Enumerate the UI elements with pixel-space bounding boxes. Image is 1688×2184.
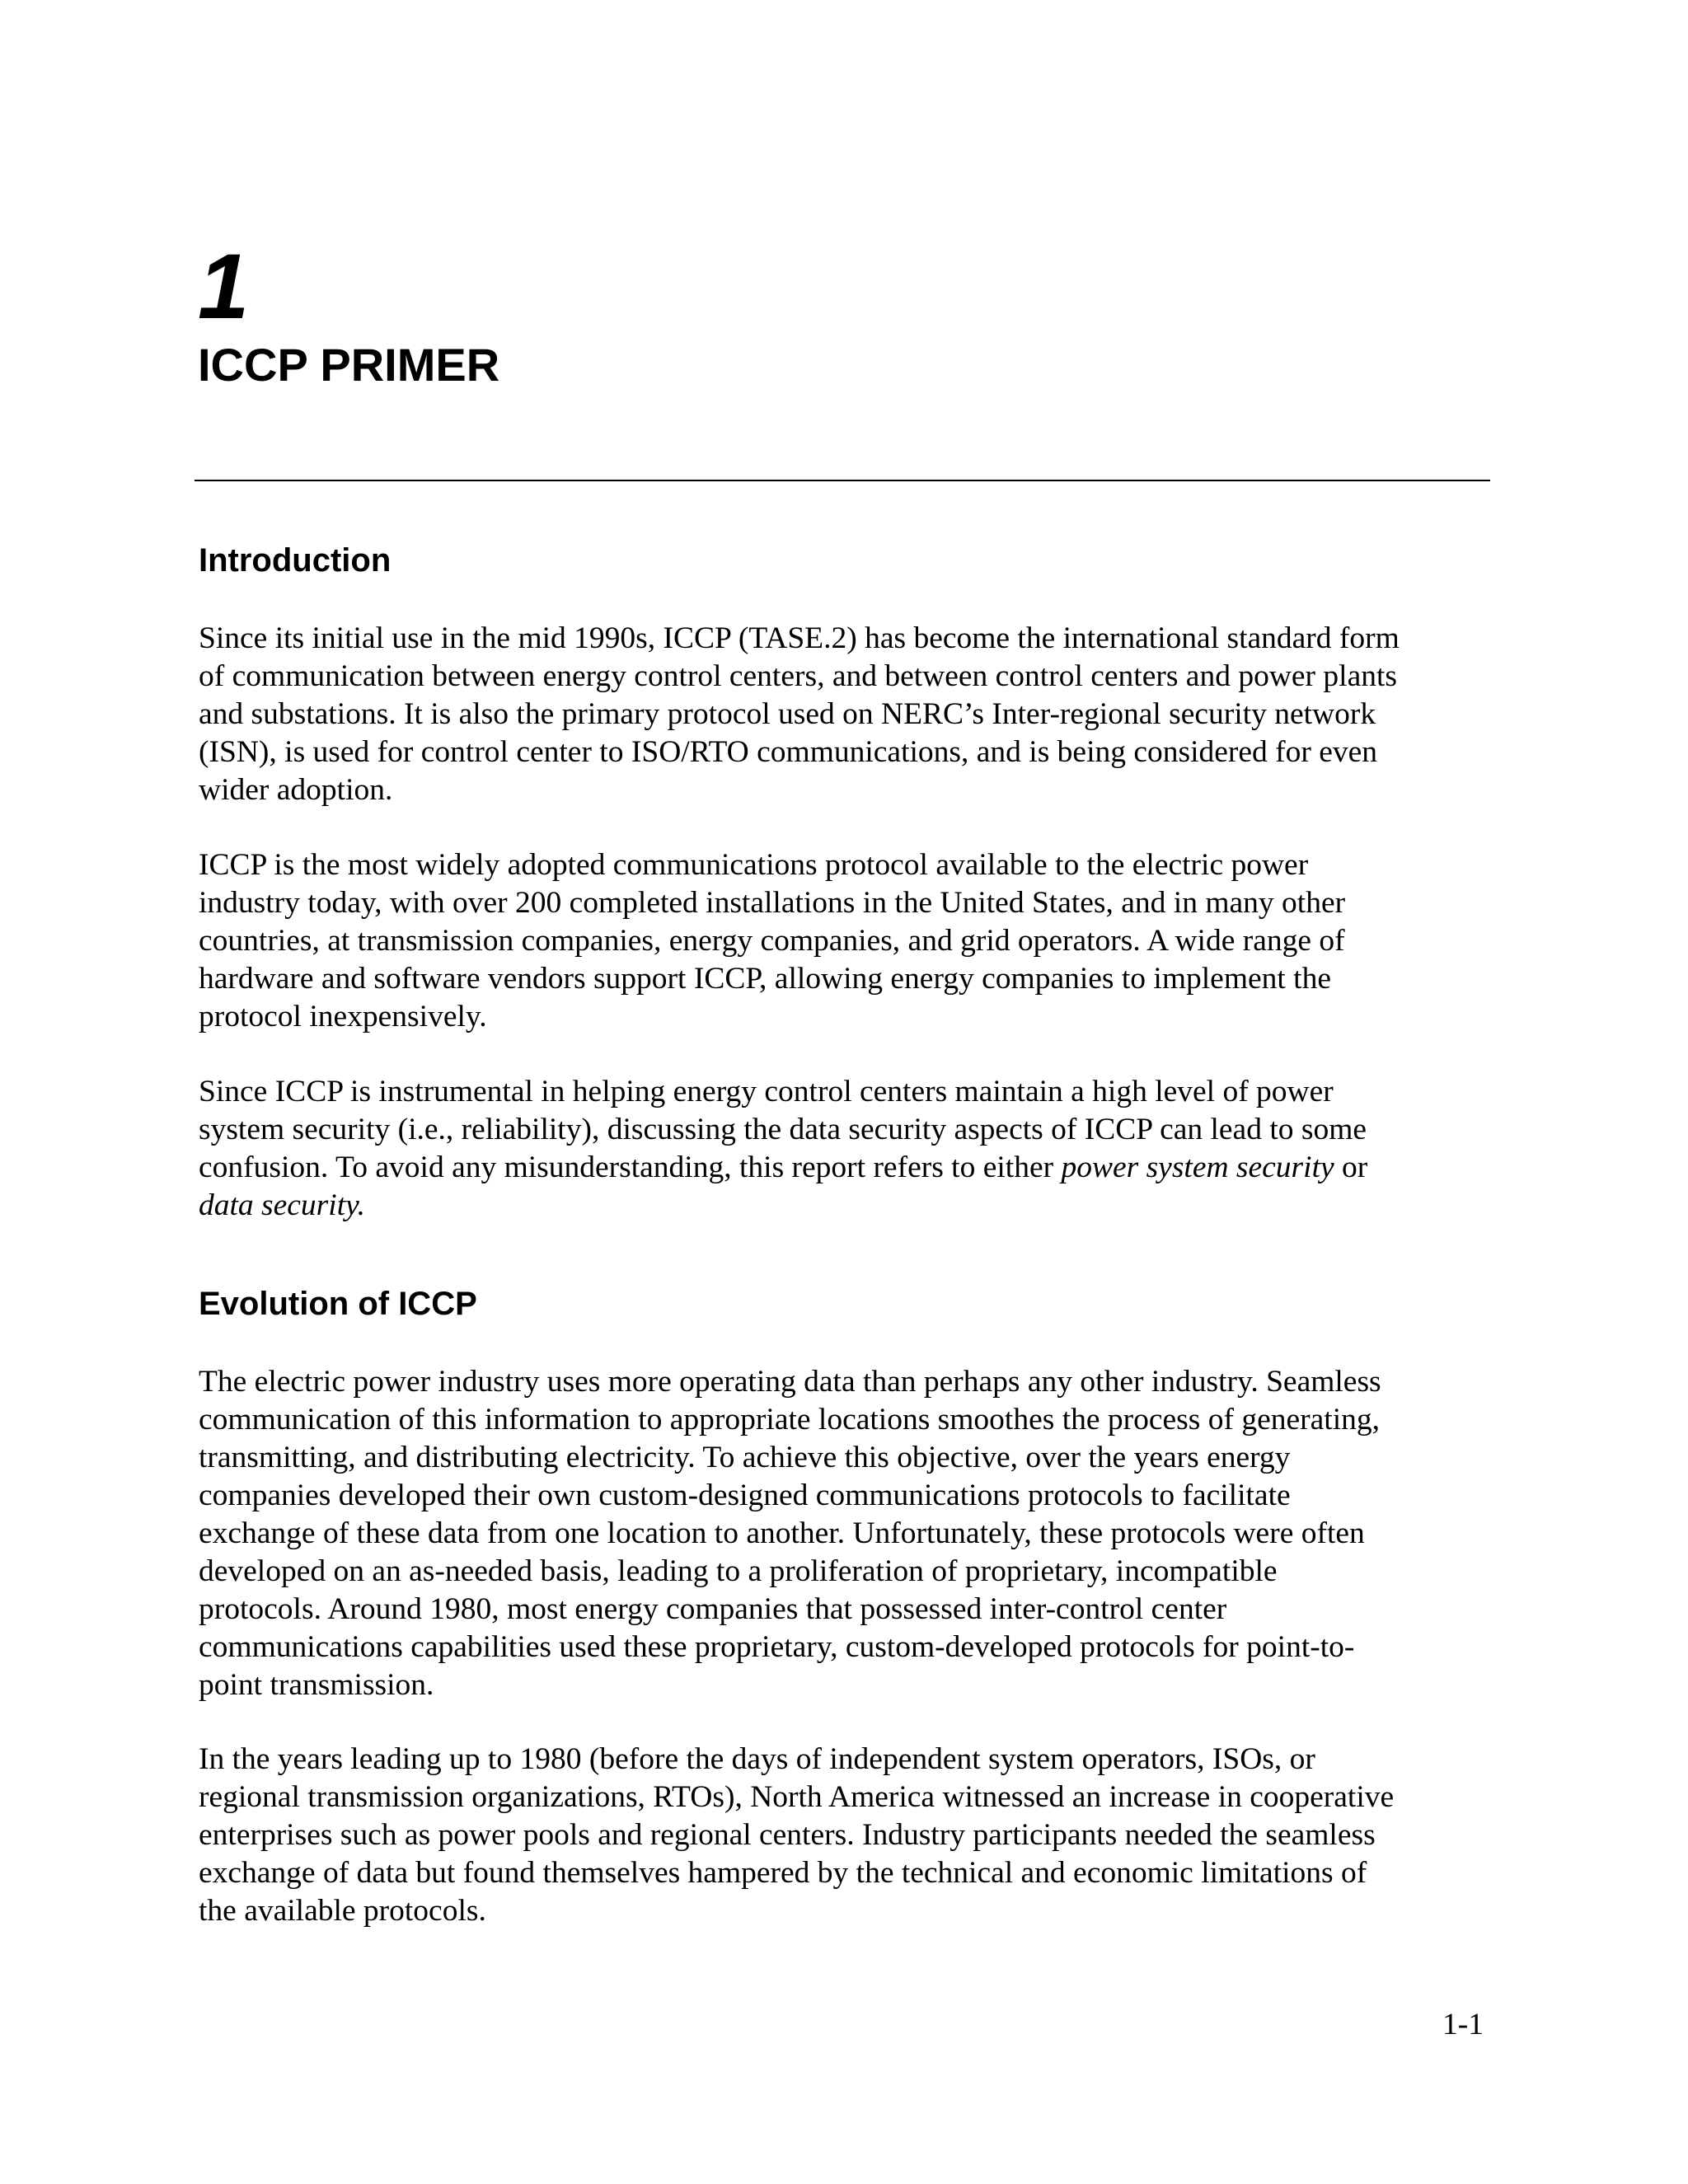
text-line: The electric power industry uses more operating data than perhaps any other industry. Seamless [199, 1365, 1381, 1399]
paragraph-intro-3 [199, 1073, 1491, 1225]
paragraph-evolution-1 [199, 1363, 1491, 1704]
text-line: the available protocols. [199, 1894, 486, 1928]
text-line: Since ICCP is instrumental in helping energy control centers maintain a high level of power [199, 1075, 1334, 1108]
text-line: enterprises such as power pools and regional centers. Industry participants needed the seamless [199, 1818, 1376, 1852]
text-line: communication of this information to appropriate locations smoothes the process of generating, [199, 1403, 1380, 1436]
text-line: hardware and software vendors support ICCP, allowing energy companies to implement the [199, 962, 1331, 996]
paragraph-evolution-2 [199, 1741, 1491, 1930]
text-line: protocol inexpensively. [199, 1000, 487, 1033]
text-line-mixed [199, 1149, 1491, 1187]
text-line: protocols. Around 1980, most energy companies that possessed inter-control center [199, 1592, 1227, 1626]
text-line: of communication between energy control centers, and between control centers and power plants [199, 659, 1397, 693]
text-line: and substations. It is also the primary protocol used on NERC’s Inter-regional security network [199, 697, 1376, 731]
text-line: exchange of data but found themselves hampered by the technical and economic limitations of [199, 1856, 1367, 1890]
text-line: wider adoption. [199, 773, 393, 807]
text-line: regional transmission organizations, RTOs), North America witnessed an increase in cooperative [199, 1780, 1395, 1814]
text-run: or [1334, 1151, 1368, 1184]
text-line: communications capabilities used these proprietary, custom-developed protocols for point-to- [199, 1630, 1355, 1664]
text-line: companies developed their own custom-designed communications protocols to facilitate [199, 1479, 1291, 1512]
text-line: system security (i.e., reliability), discussing the data security aspects of ICCP can lead to some [199, 1113, 1367, 1146]
chapter-number: 1 [198, 235, 248, 338]
text-line: (ISN), is used for control center to ISO/RTO communications, and is being considered for even [199, 735, 1378, 769]
text-line: countries, at transmission companies, energy companies, and grid operators. A wide range of [199, 924, 1345, 958]
paragraph-intro-2 [199, 846, 1491, 1036]
text-line: exchange of these data from one location to another. Unfortunately, these protocols were often [199, 1516, 1365, 1550]
text-line: In the years leading up to 1980 (before the days of independent system operators, ISOs, or [199, 1742, 1315, 1776]
page-number: 1-1 [1442, 2008, 1484, 2041]
paragraph-intro-1 [199, 620, 1491, 809]
emphasis-power-system-security: power system security [1061, 1151, 1334, 1184]
text-line: transmitting, and distributing electricity. To achieve this objective, over the years energy [199, 1441, 1291, 1474]
section-heading-introduction: Introduction [199, 542, 392, 579]
section-heading-evolution: Evolution of ICCP [199, 1286, 477, 1322]
text-line: industry today, with over 200 completed installations in the United States, and in many other [199, 886, 1346, 920]
text-line: ICCP is the most widely adopted communications protocol available to the electric power [199, 848, 1309, 882]
chapter-title: ICCP PRIMER [198, 339, 500, 391]
text-line: Since its initial use in the mid 1990s, ICCP (TASE.2) has become the international standard form [199, 621, 1400, 655]
text-run: confusion. To avoid any misunderstanding, this report refers to either [199, 1151, 1062, 1184]
text-line: developed on an as-needed basis, leading to a proliferation of proprietary, incompatible [199, 1554, 1278, 1588]
text-line: point transmission. [199, 1668, 434, 1702]
emphasis-data-security: data security. [199, 1188, 366, 1222]
chapter-divider [195, 480, 1490, 481]
text-line [199, 1187, 1491, 1225]
